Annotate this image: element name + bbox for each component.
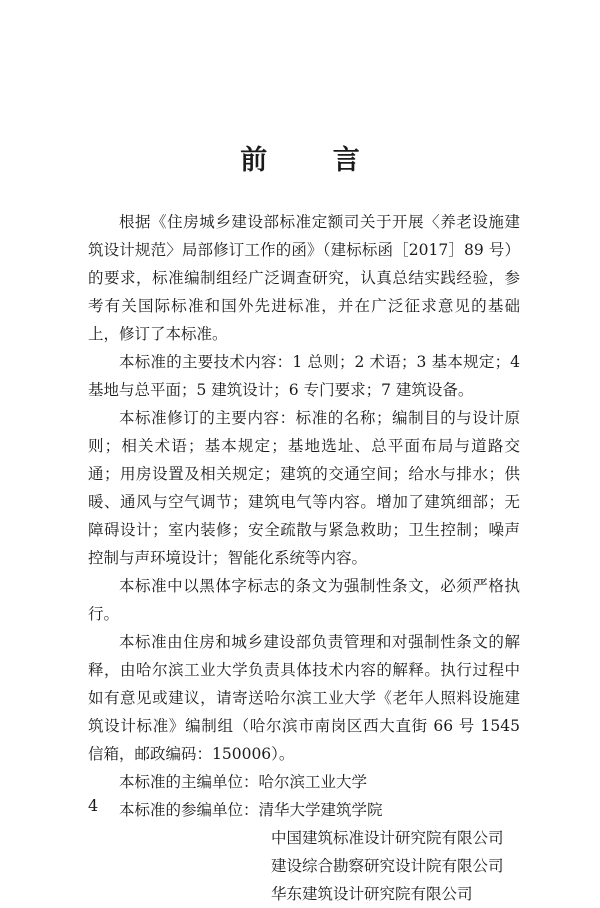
chief-editor-unit: 本标准的主编单位：哈尔滨工业大学 [119, 773, 368, 791]
paragraph-management: 本标准由住房和城乡建设部负责管理和对强制性条文的解释，由哈尔滨工业大学负责具体技术内容的解释。执行过程中如有意见或建议，请寄送哈尔滨工业大学《老年人照料设施建筑设计标准》编制组（哈尔滨市南岗区西大直街 66 号 1545 信箱，邮政编码：150006）。 [88, 633, 520, 763]
participating-unit: 建设综合勘察研究设计院有限公司 [271, 857, 504, 875]
participating-units-list [88, 824, 520, 908]
document-body [88, 208, 520, 908]
paragraph-mandatory-provisions: 本标准中以黑体字标志的条文为强制性条文，必须严格执行。 [88, 577, 520, 623]
participating-units-label: 本标准的参编单位： [119, 801, 259, 819]
participating-unit: 清华大学建筑学院 [258, 801, 383, 819]
page-number: 4 [88, 796, 99, 815]
paragraph-main-content: 本标准的主要技术内容：1 总则；2 术语；3 基本规定；4 基地与总平面；5 建筑设计；6 专门要求；7 建筑设备。 [88, 353, 520, 399]
participating-units-line [88, 796, 520, 824]
page-title: 前 言 [240, 145, 388, 176]
participating-unit: 中国建筑标准设计研究院有限公司 [271, 829, 504, 847]
paragraph-revision-content: 本标准修订的主要内容：标准的名称；编制目的与设计原则；相关术语；基本规定；基地选址、总平面布局与道路交通；用房设置及相关规定；建筑的交通空间；给水与排水；供暖、通风与空气调节；建筑电气等内容。增加了建筑细部；无障碍设计；室内装修；安全疏散与紧急救助；卫生控制；噪声控制与声环境设计；智能化系统等内容。 [88, 409, 520, 567]
paragraph-revision-basis: 根据《住房城乡建设部标准定额司关于开展〈养老设施建筑设计规范〉局部修订工作的函》（建标标函［2017］89 号）的要求，标准编制组经广泛调查研究，认真总结实践经验，参考有关国际标准和国外先进标准，并在广泛征求意见的基础上，修订了本标准。 [88, 213, 520, 343]
participating-unit: 华东建筑设计研究院有限公司 [271, 885, 473, 903]
